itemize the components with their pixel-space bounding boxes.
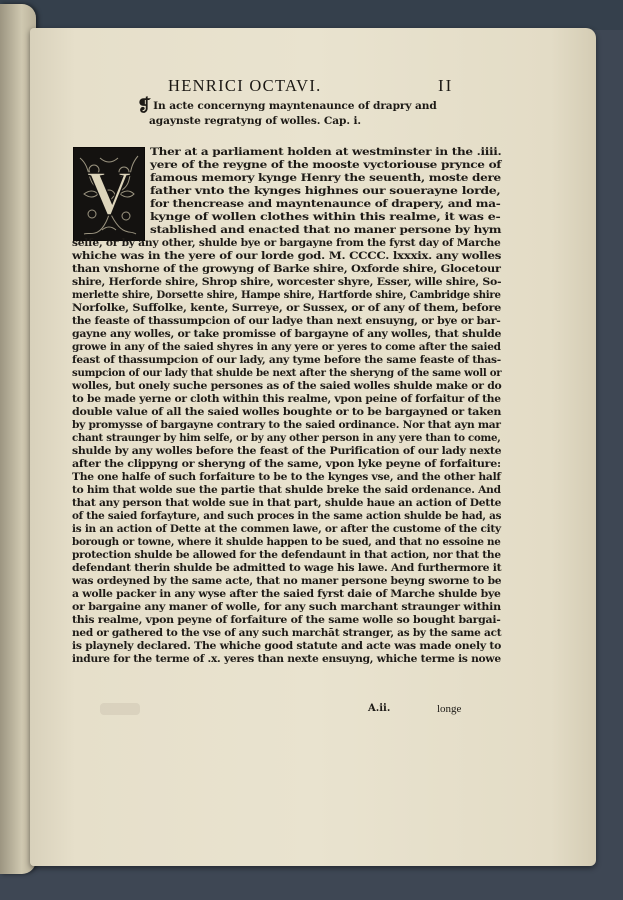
text-line: after the clippyng or sheryng of the same, vpon lyke peyne of forfaiture: — [72, 458, 501, 470]
text-line: protection shulde be allowed for the defendaunt in that action, nor that the — [72, 549, 501, 561]
text-line: was ordeyned by the same acte, that no maner persone beyng sworne to be — [72, 575, 502, 587]
decorated-initial-icon — [73, 147, 145, 241]
text-line: for thencrease and mayntenaunce of drapery, and ma- — [150, 198, 501, 210]
backdrop — [0, 0, 623, 30]
text-line: is playnely declared. The whiche good statute and acte was made onely to — [72, 640, 502, 652]
text-line: sumpcion of our lady that shulde be next after the sheryng of the same woll or — [72, 367, 502, 379]
floral-ornament-icon — [74, 148, 144, 240]
text-line: gayne any wolles, or take promisse of bargayne of any wolles, that shulde — [72, 328, 502, 340]
text-line: the feaste of thassumpcion of our ladye than next ensuyng, or bye or bar- — [72, 315, 501, 327]
text-line: feast of thassumpcion of our lady, any tyme before the same feaste of thas- — [72, 354, 501, 366]
text-line: defendant therin shulde be admitted to wage his lawe. And furthermore it — [72, 562, 502, 574]
text-line: borough or towne, where it shulde happen to be sued, and that no essoine ne — [72, 536, 501, 548]
pilcrow-icon: ❡ — [137, 96, 152, 116]
text-line: chant straunger by him selfe, or by any other person in any yere than to come, — [72, 432, 501, 444]
text-line: father vnto the kynges highnes our souerayne lorde, — [150, 185, 501, 197]
catchword: longe — [437, 703, 462, 715]
text-line: to him that wolde sue the partie that shulde breke the said ordenance. And — [72, 484, 501, 496]
text-line: of the saied forfayture, and such proces in the same action shulde be had, as — [72, 510, 502, 522]
initial-letter: V — [86, 160, 132, 228]
text-line: Ther at a parliament holden at westminster in the .iiii. — [150, 146, 502, 158]
text-line: whiche was in the yere of our lorde god. M. CCCC. lxxxix. any wolles — [72, 250, 502, 262]
running-head: HENRICI OCTAVI. — [168, 76, 322, 95]
text-line: shire, Herforde shire, Shrop shire, worcester shyre, Esser, wille shire, So- — [72, 276, 502, 288]
text-line: yere of the reygne of the mooste vyctoriouse prynce of — [150, 159, 502, 171]
signature-mark: A.ii. — [368, 703, 391, 714]
text-line: The one halfe of such forfaiture to be to the kynges vse, and the other half — [72, 471, 501, 483]
text-line: this realme, vpon peyne of forfaiture of the same wolle so bought bargai- — [72, 614, 501, 626]
text-line: shulde by any wolles before the feast of the Purification of our lady nexte — [72, 445, 502, 457]
chapter-title — [137, 96, 487, 129]
text-line: merlette shire, Dorsette shire, Hampe shire, Hartforde shire, Cambridge shire — [72, 289, 501, 301]
text-line: indure for the terme of .x. yeres than nexte ensuyng, whiche terme is nowe — [72, 653, 501, 665]
title-line-2: agaynste regratyng of wolles. Cap. i. — [149, 115, 362, 127]
text-line: by promysse of bargayne contrary to the saied ordinance. Nor that ayn mar — [72, 419, 501, 431]
text-line: than vnshorne of the growyng of Barke shire, Oxforde shire, Glocetour — [72, 263, 501, 275]
title-line-1: In acte concernyng mayntenaunce of drapry and — [153, 100, 437, 112]
folio-number: II — [438, 76, 454, 95]
text-line: stablished and enacted that no maner persone by hym — [150, 224, 502, 236]
text-line: a wolle packer in any wyse after the saied fyrst daie of Marche shulde bye — [72, 588, 501, 600]
text-line: that any person that wolde sue in that part, shulde haue an action of Dette — [72, 497, 502, 509]
text-line: selfe, or by any other, shulde bye or bargayne from the fyrst day of Marche — [72, 237, 501, 249]
text-line: is in an action of Dette at the commen lawe, or after the custome of the city — [72, 523, 501, 535]
text-line: kynge of wollen clothes within this realme, it was e- — [150, 211, 501, 223]
text-line: or bargaine any maner of wolle, for any such marchant straunger within — [72, 601, 501, 613]
ink-stain — [100, 703, 140, 715]
text-line: to be made yerne or cloth within this realme, vpon peine of forfaitur of the — [72, 393, 501, 405]
text-line: growe in any of the saied shyres in any yere or yeres to come after the saied — [72, 341, 501, 353]
text-line: Norfolke, Suffolke, kente, Surreye, or Sussex, or of any of them, before — [72, 302, 502, 314]
text-line: wolles, but onely suche persones as of the saied wolles shulde make or do — [72, 380, 502, 392]
text-line: double value of all the saied wolles boughte or to be bargayned or taken — [72, 406, 502, 418]
text-line: ned or gathered to the vse of any such marchāt stranger, as by the same act — [72, 627, 502, 639]
text-line: famous memory kynge Henry the seuenth, moste dere — [150, 172, 501, 184]
